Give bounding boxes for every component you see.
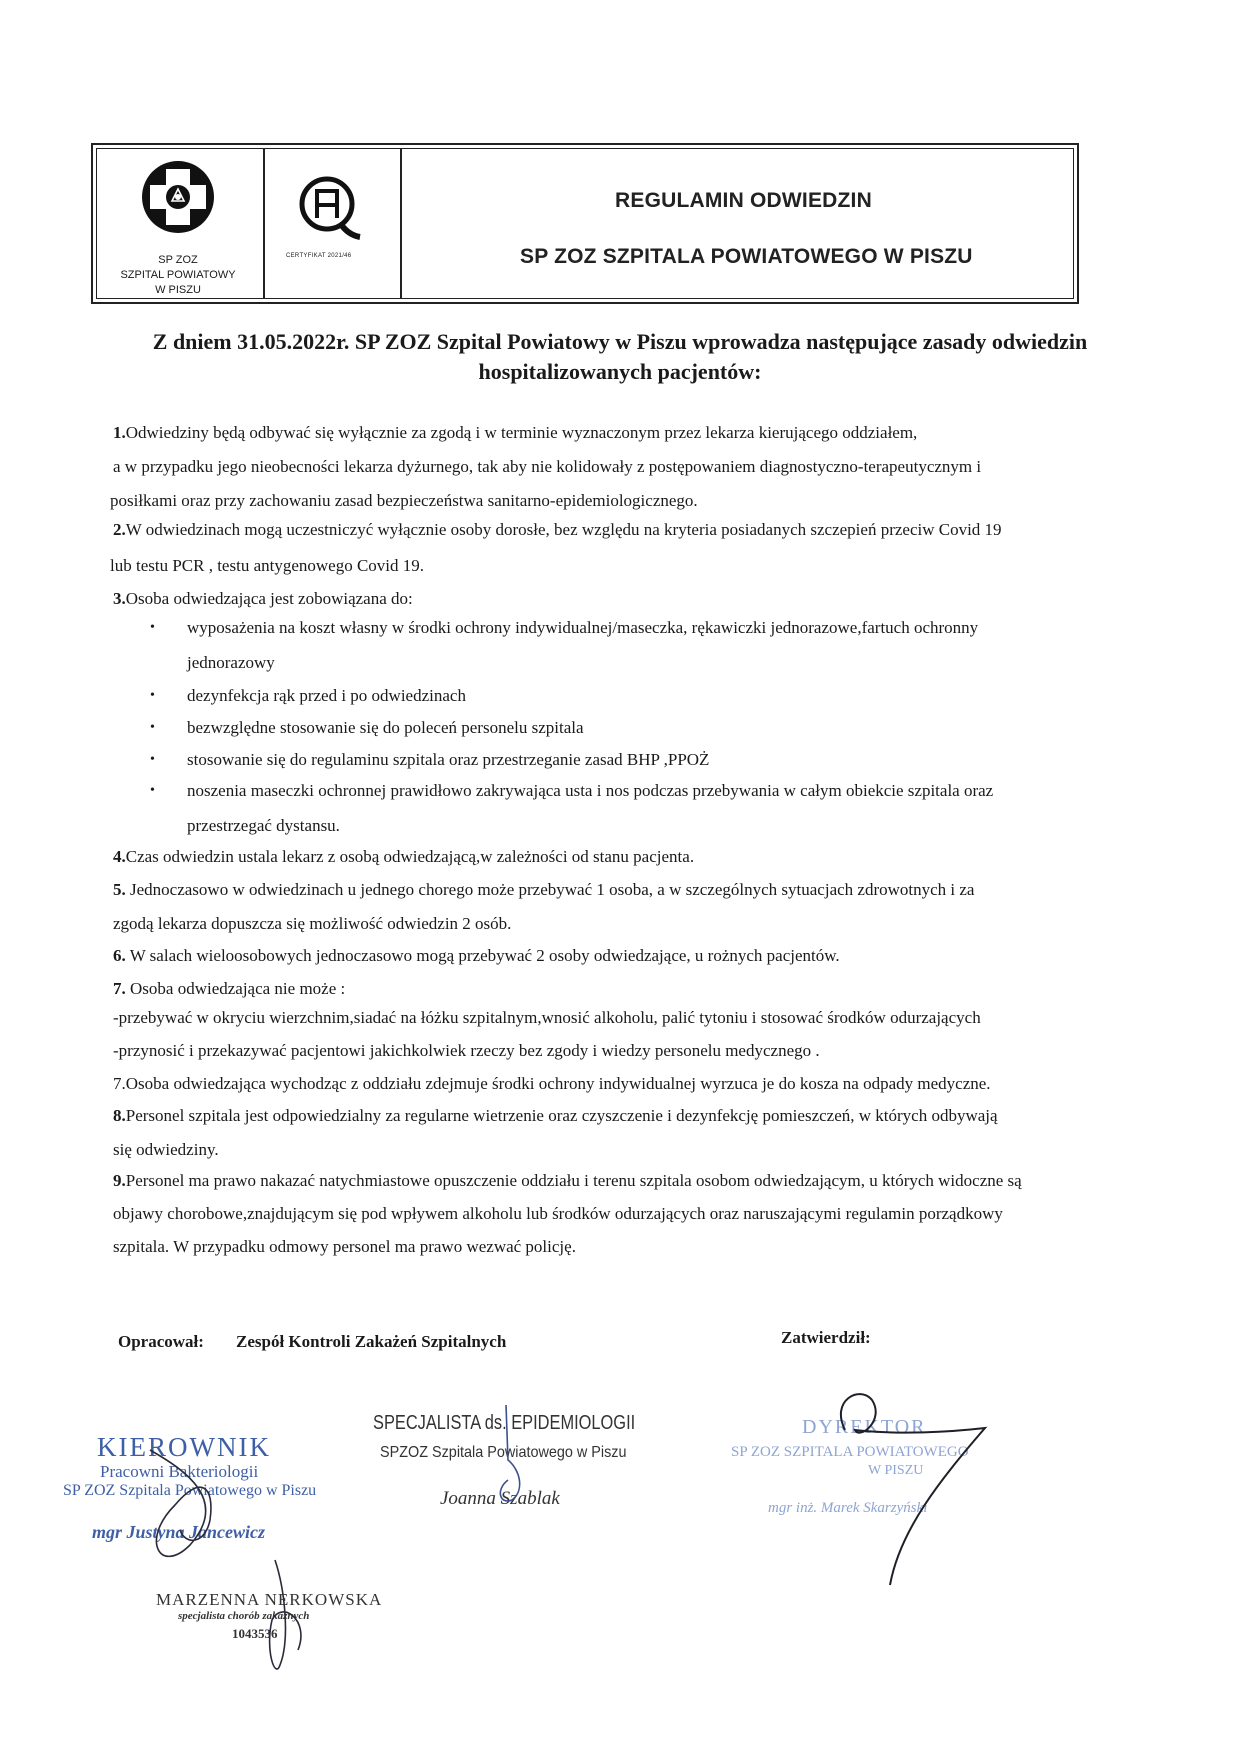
stamp-4-name: MARZENNA NERKOWSKA [156,1590,383,1609]
bullet-5-line-1: noszenia maseczki ochronnej prawidłowo zakrywająca usta i nos podczas przebywania w całym obiekcie szpitala oraz [187,781,994,800]
intro-line-1: Z dniem 31.05.2022r. SP ZOZ Szpital Powiatowy w Piszu wprowadza następujące zasady odwiedzin [152,329,1088,354]
rule-text: Jednoczasowo w odwiedzinach u jednego chorego może przebywać 1 osoba, a w szczególnych sytuacjach zdrowotnych i za [125,880,975,899]
rule-number: 1. [113,423,126,442]
stamp-2-name: Joanna Szablak [440,1488,560,1509]
bullet-icon: • [150,688,155,703]
stamp-2-line-1: SPECJALISTA ds. EPIDEMIOLOGII [373,1412,636,1434]
rule-2-line-2: lub testu PCR , testu antygenowego Covid 19. [110,556,425,575]
approved-by-label: Zatwierdził: [781,1328,871,1347]
stamp-1-name: mgr Justyna Jancewicz [92,1522,266,1542]
rule-number: 4. [113,847,126,866]
rule-number: 3. [113,589,126,608]
rule-number: 6. [113,946,126,965]
stamp-1-title: KIEROWNIK [97,1432,271,1462]
bullet-2: dezynfekcja rąk przed i po odwiedzinach [187,686,466,705]
rule-text: W odwiedzinach mogą uczestniczyć wyłącznie osoby dorosłe, bez względu na kryteria posiadanych szczepień przeciw Covid 19 [125,520,1002,539]
stamp-4-line-3: 1043536 [232,1626,278,1641]
bullet-icon: • [150,783,155,798]
stamp-2-line-2: SPZOZ Szpitala Powiatowego w Piszu [380,1444,627,1461]
rule-text: Osoba odwiedzająca nie może : [125,979,346,998]
document-title: REGULAMIN ODWIEDZIN [615,189,872,212]
rule-text: Personel szpitala jest odpowiedzialny za regularne wietrzenie oraz czyszczenie i dezynfekcję pomieszczeń, w których odbywają [125,1106,998,1125]
bullet-4: stosowanie się do regulaminu szpitala oraz przestrzeganie zasad BHP ,PPOŻ [187,750,710,769]
document-subtitle: SP ZOZ SZPITALA POWIATOWEGO W PISZU [520,245,973,268]
signature-3 [841,1394,985,1585]
rule-9-line-3: szpitala. W przypadku odmowy personel ma prawo wezwać policję. [113,1237,576,1256]
rule-text: Odwiedziny będą odbywać się wyłącznie za zgodą i w terminie wyznaczonym przez lekarza kierującego oddziałem, [125,423,918,442]
bullet-5-line-2: przestrzegać dystansu. [187,816,340,835]
intro-line-2: hospitalizowanych pacjentów: [478,359,762,384]
bullet-1-line-2: jednorazowy [187,653,275,672]
logo-line-1: SP ZOZ [158,254,198,266]
rule-7b-line-1: 7.Osoba odwiedzająca wychodząc z oddziału zdejmuje środki ochrony indywidualnej wyrzuca je do kosza na odpady medyczne. [113,1074,991,1093]
rule-7-line-2: -przebywać w okryciu wierzchnim,siadać na łóżku szpitalnym,wnosić alkoholu, palić tytoniu i stosować środków odurzających [113,1008,981,1027]
stamp-1-line-3: SP ZOZ Szpitala Powiatowego w Piszu [63,1482,317,1499]
rule-number: 2. [113,520,126,539]
rule-text: Czas odwiedzin ustala lekarz z osobą odwiedzającą,w zależności od stanu pacjenta. [125,847,695,866]
rule-8-line-2: się odwiedziny. [113,1140,219,1159]
rule-text: Personel ma prawo nakazać natychmiastowe opuszczenie oddziału i terenu szpitala osobom odwiedzającym, u których widoczne są [125,1171,1022,1190]
bullet-icon: • [150,620,155,635]
rule-1-line-2: a w przypadku jego nieobecności lekarza dyżurnego, tak aby nie kolidowały z postępowaniem diagnostyczno-terapeutycznym i [113,457,982,476]
rule-5-line-2: zgodą lekarza dopuszcza się możliwość odwiedzin 2 osób. [113,914,512,933]
prepared-by-value: Zespół Kontroli Zakażeń Szpitalnych [236,1332,507,1351]
signature-2 [500,1405,519,1501]
stamp-1-line-2: Pracowni Bakteriologii [100,1462,259,1481]
prepared-by-label: Opracował: [118,1332,204,1351]
rule-9-line-2: objawy chorobowe,znajdującym się pod wpływem alkoholu lub środków odurzających oraz naruszającymi regulamin porządkowy [113,1204,1003,1223]
bullet-icon: • [150,752,155,767]
rule-1-line-3: posiłkami oraz przy zachowaniu zasad bezpieczeństwa sanitarno-epidemiologicznego. [110,491,698,510]
rule-number: 8. [113,1106,126,1125]
logo-line-3: W PISZU [155,284,201,296]
rule-text: W salach wieloosobowych jednoczasowo mogą przebywać 2 osoby odwiedzające, u rożnych pacjentów. [125,946,840,965]
stamp-3-title: DYREKTOR [802,1416,927,1438]
bullet-icon: • [150,720,155,735]
bullet-3: bezwzględne stosowanie się do poleceń personelu szpitala [187,718,584,737]
rule-7-line-3: -przynosić i przekazywać pacjentowi jakichkolwiek rzeczy bez zgody i wiedzy personelu medycznego . [113,1041,820,1060]
signature-1 [150,1450,211,1556]
rule-number: 9. [113,1171,126,1190]
stamp-3-line-3: W PISZU [868,1463,924,1478]
stamp-3-line-2: SP ZOZ SZPITALA POWIATOWEGO [731,1444,969,1460]
stamp-4-line-2: specjalista chorób zakaźnych [178,1610,310,1622]
stamp-3-name: mgr inż. Marek Skarzyński [768,1500,928,1516]
logo-line-2: SZPITAL POWIATOWY [120,269,236,281]
certificate-label: CERTYFIKAT 2021/46 [286,253,352,259]
rule-number: 7. [113,979,126,998]
bullet-1-line-1: wyposażenia na koszt własny w środki ochrony indywidualnej/maseczka, rękawiczki jednorazowe,fartuch ochronny [187,618,979,637]
rule-text: Osoba odwiedzająca jest zobowiązana do: [125,589,413,608]
rule-number: 5. [113,880,126,899]
signature-4 [270,1560,301,1669]
